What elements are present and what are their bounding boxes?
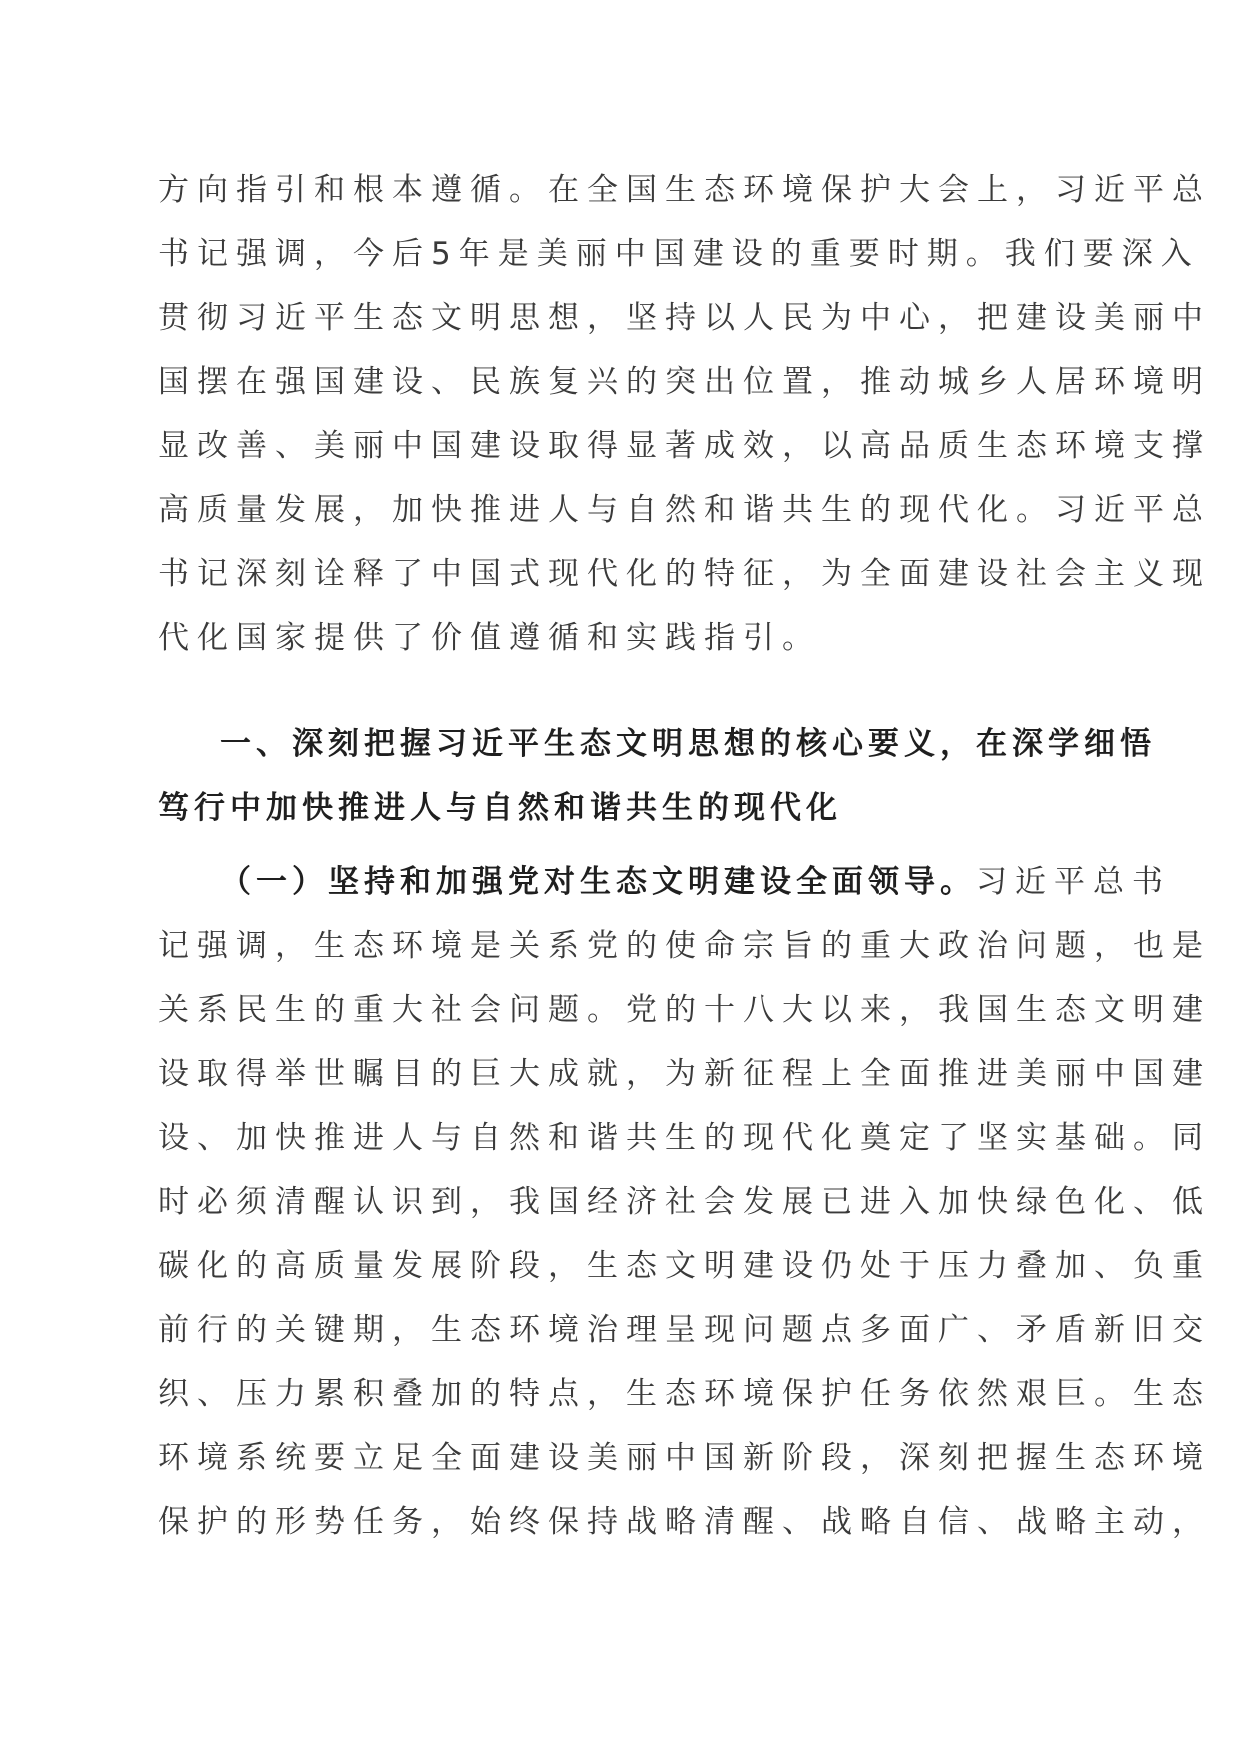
heading-line: 一、深刻把握习近平生态文明思想的核心要义，在深学细悟 — [220, 726, 1156, 762]
subsection-lead: （一）坚持和加强党对生态文明建设全面领导。 — [220, 864, 976, 900]
subsection-lead-rest: 习近平总书 — [976, 864, 1171, 900]
text-line: 织、压力累积叠加的特点，生态环境保护任务依然艰巨。生态 — [158, 1376, 1211, 1412]
text-line: 方向指引和根本遵循。在全国生态环境保护大会上，习近平总 — [158, 172, 1211, 208]
text-line: 记强调，生态环境是关系党的使命宗旨的重大政治问题，也是 — [158, 928, 1211, 964]
text-line: 保护的形势任务，始终保持战略清醒、战略自信、战略主动， — [158, 1504, 1211, 1540]
text-line: 国摆在强国建设、民族复兴的突出位置，推动城乡人居环境明 — [158, 364, 1211, 400]
text-line: 前行的关键期，生态环境治理呈现问题点多面广、矛盾新旧交 — [158, 1312, 1211, 1348]
text-line: 书记强调，今后5年是美丽中国建设的重要时期。我们要深入 — [158, 236, 1200, 272]
text-line: 代化国家提供了价值遵循和实践指引。 — [158, 620, 821, 656]
text-line: 书记深刻诠释了中国式现代化的特征，为全面建设社会主义现 — [158, 556, 1211, 592]
text-line: 贯彻习近平生态文明思想，坚持以人民为中心，把建设美丽中 — [158, 300, 1211, 336]
text-line: 设、加快推进人与自然和谐共生的现代化奠定了坚实基础。同 — [158, 1120, 1211, 1156]
heading-line: 笃行中加快推进人与自然和谐共生的现代化 — [158, 790, 842, 826]
text-line: 设取得举世瞩目的巨大成就，为新征程上全面推进美丽中国建 — [158, 1056, 1211, 1092]
text-line: 环境系统要立足全面建设美丽中国新阶段，深刻把握生态环境 — [158, 1440, 1211, 1476]
text-line: 高质量发展，加快推进人与自然和谐共生的现代化。习近平总 — [158, 492, 1211, 528]
text-line: 显改善、美丽中国建设取得显著成效，以高品质生态环境支撑 — [158, 428, 1211, 464]
text-line: 关系民生的重大社会问题。党的十八大以来，我国生态文明建 — [158, 992, 1211, 1028]
text-line: 碳化的高质量发展阶段，生态文明建设仍处于压力叠加、负重 — [158, 1248, 1211, 1284]
subsection-first-line — [220, 850, 1171, 914]
text-line: 时必须清醒认识到，我国经济社会发展已进入加快绿色化、低 — [158, 1184, 1211, 1220]
